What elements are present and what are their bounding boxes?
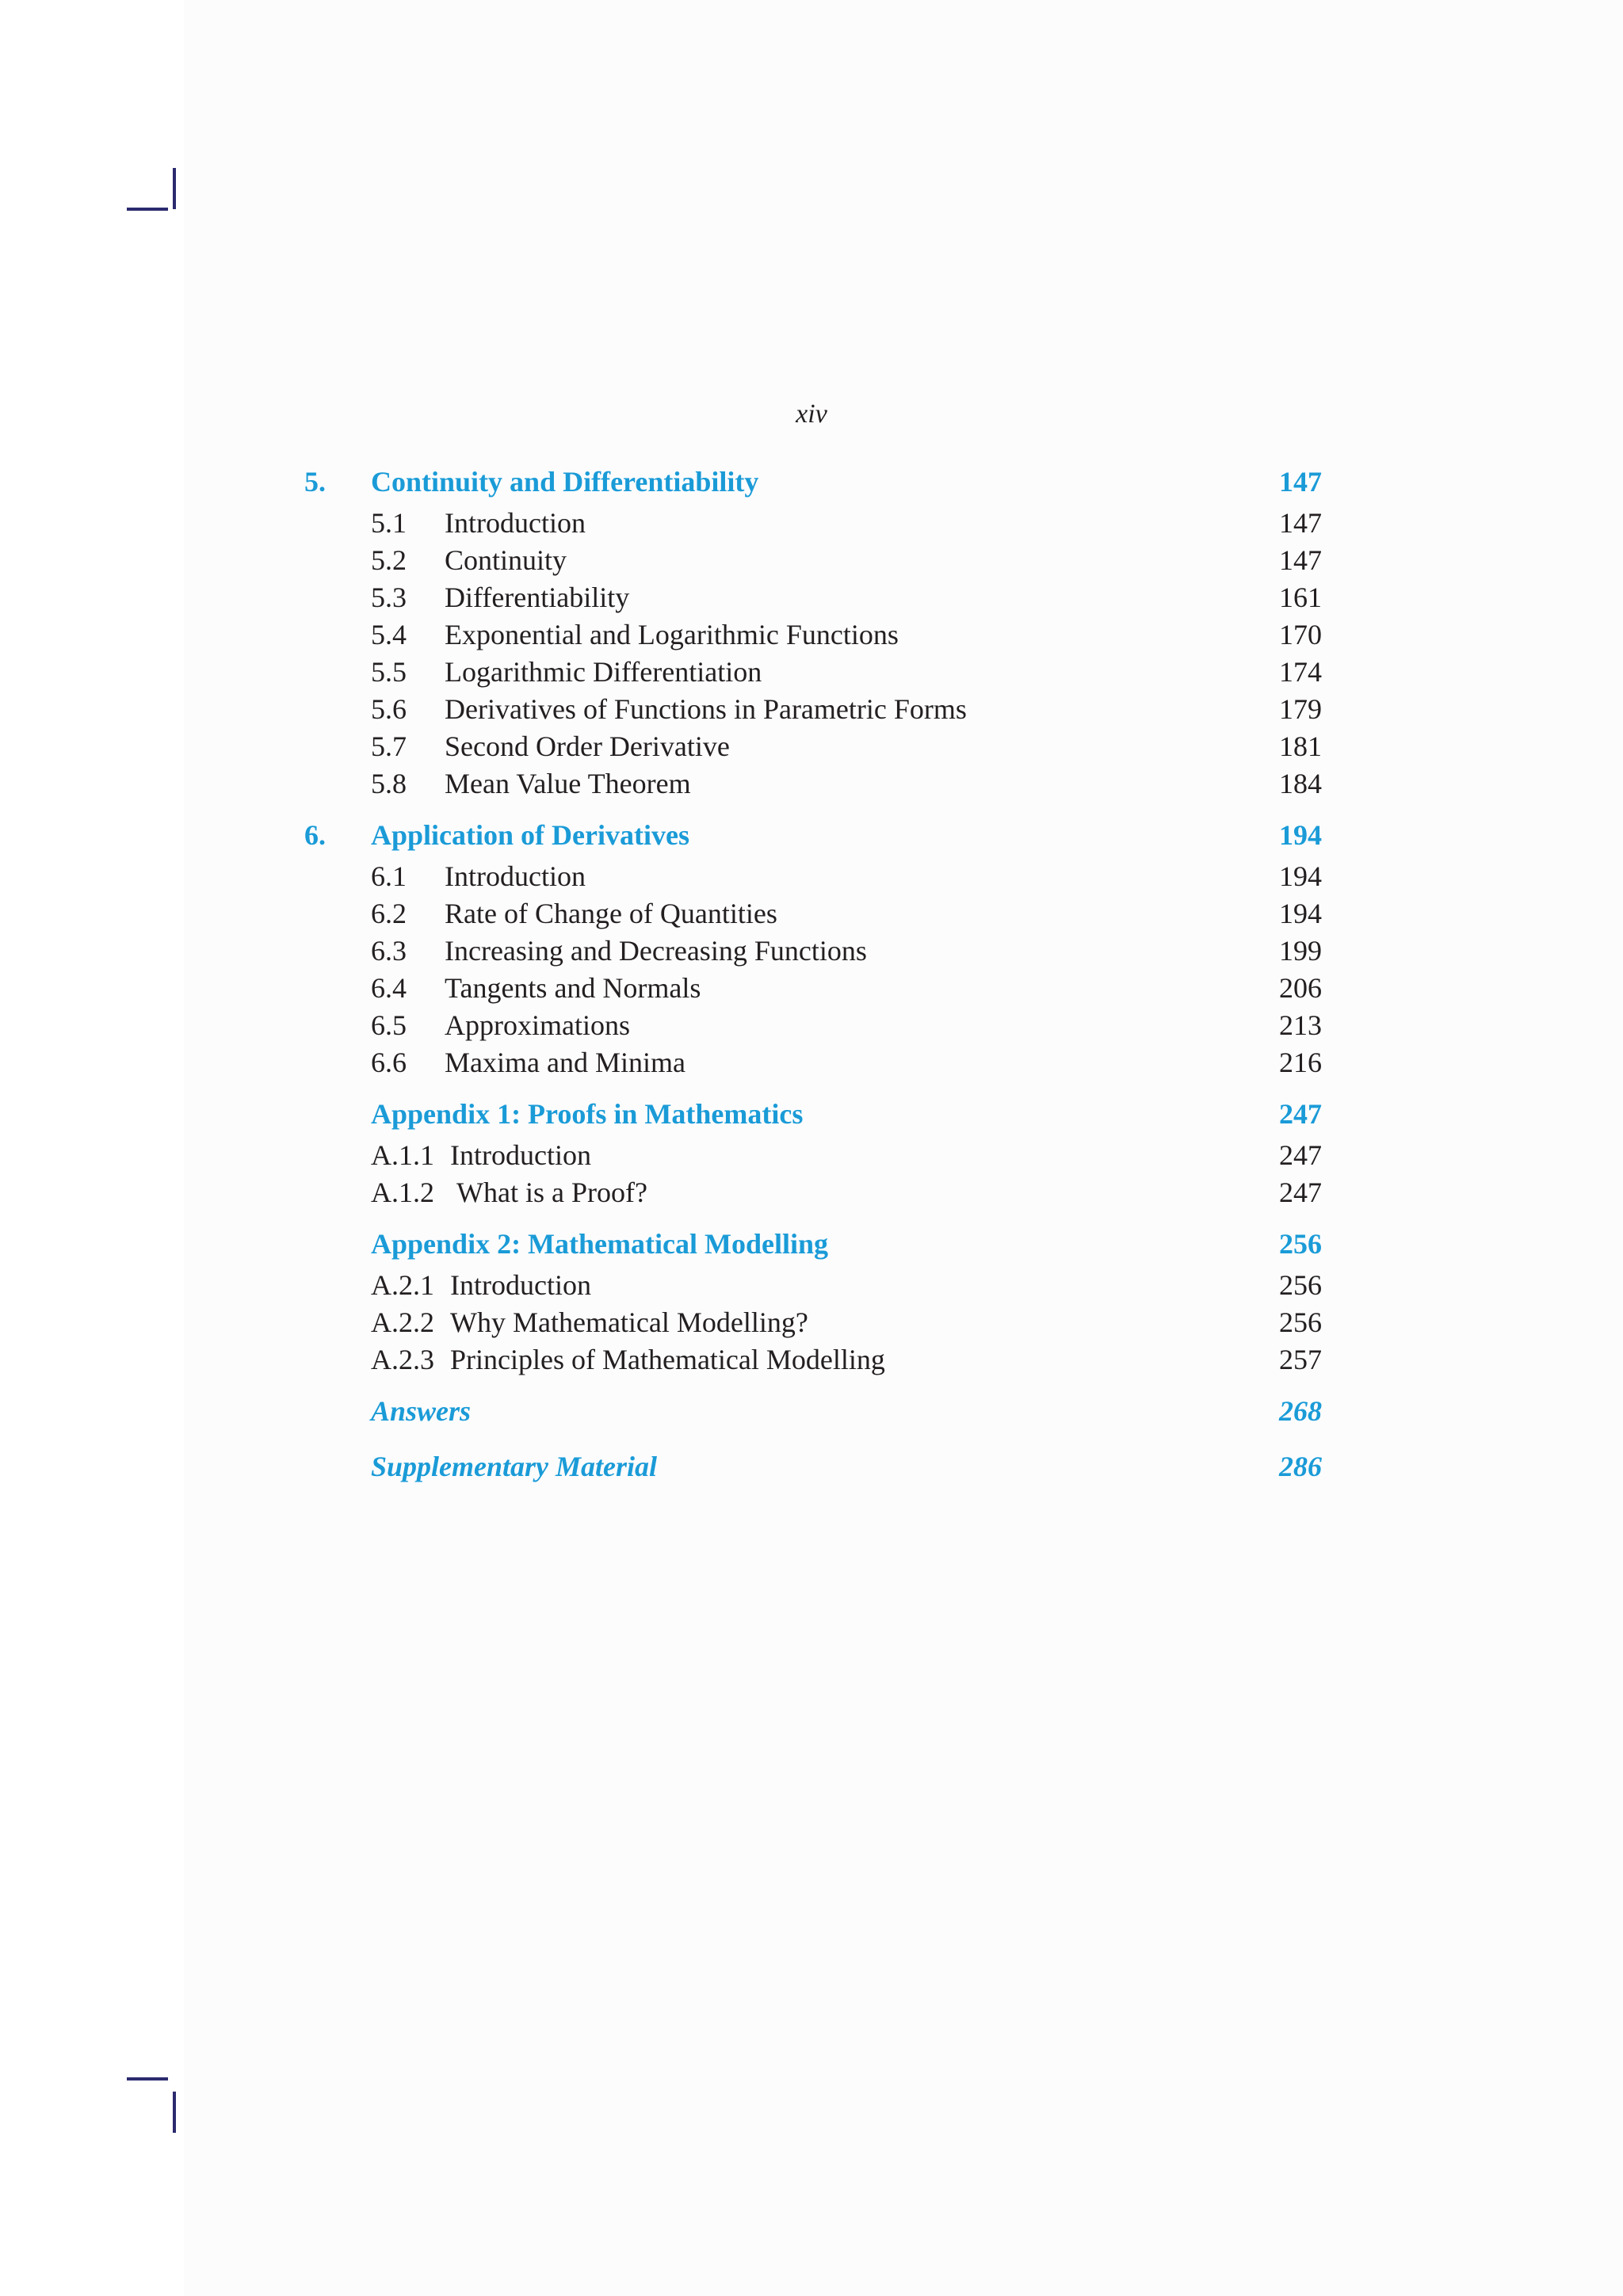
section-number: 5.6 bbox=[371, 693, 407, 725]
section-page: 257 bbox=[1279, 1344, 1322, 1375]
section-page: 161 bbox=[1279, 582, 1322, 613]
section-page: 247 bbox=[1279, 1139, 1322, 1171]
section-number: 6.5 bbox=[371, 1009, 407, 1041]
toc-section[interactable] bbox=[304, 1178, 1322, 1215]
toc-section[interactable] bbox=[304, 1011, 1322, 1048]
section-page: 181 bbox=[1279, 730, 1322, 762]
section-title: Introduction bbox=[445, 860, 586, 892]
back-matter-title: Answers bbox=[371, 1395, 472, 1427]
section-number: A.1.2 bbox=[371, 1177, 434, 1208]
section-number: 5.7 bbox=[371, 730, 407, 762]
toc-section[interactable] bbox=[304, 1308, 1322, 1345]
appendix-title: Appendix 2: Mathematical Modelling bbox=[371, 1228, 828, 1260]
toc-section[interactable] bbox=[304, 936, 1322, 974]
appendix-title: Appendix 1: Proofs in Mathematics bbox=[371, 1098, 804, 1130]
section-number: 6.4 bbox=[371, 972, 407, 1004]
section-number: 5.3 bbox=[371, 582, 407, 613]
toc-section[interactable] bbox=[304, 769, 1322, 807]
back-matter-title: Supplementary Material bbox=[371, 1451, 658, 1482]
section-number: 5.2 bbox=[371, 544, 407, 576]
toc-section[interactable] bbox=[304, 1048, 1322, 1085]
section-title: Mean Value Theorem bbox=[445, 768, 691, 799]
section-number: 5.4 bbox=[371, 619, 407, 650]
section-title: Why Mathematical Modelling? bbox=[450, 1306, 808, 1338]
section-title: Approximations bbox=[445, 1009, 630, 1041]
section-title: Introduction bbox=[445, 507, 586, 539]
crop-mark-top-left-vertical bbox=[173, 168, 176, 209]
section-title: Logarithmic Differentiation bbox=[445, 656, 762, 688]
section-number: A.2.3 bbox=[371, 1344, 434, 1375]
section-title: What is a Proof? bbox=[456, 1177, 647, 1208]
toc-chapter-6[interactable] bbox=[304, 821, 1322, 862]
toc-section[interactable] bbox=[304, 1271, 1322, 1308]
section-title: Derivatives of Functions in Parametric Forms bbox=[445, 693, 967, 725]
section-page: 174 bbox=[1279, 656, 1322, 688]
section-number: 5.5 bbox=[371, 656, 407, 688]
chapter-title: Application of Derivatives bbox=[371, 819, 689, 851]
toc-section[interactable] bbox=[304, 620, 1322, 658]
toc-section[interactable] bbox=[304, 658, 1322, 695]
section-number: 6.3 bbox=[371, 935, 407, 967]
section-page: 247 bbox=[1279, 1177, 1322, 1208]
toc-chapter-5[interactable] bbox=[304, 467, 1322, 509]
section-page: 179 bbox=[1279, 693, 1322, 725]
section-title: Tangents and Normals bbox=[445, 972, 701, 1004]
section-page: 256 bbox=[1279, 1306, 1322, 1338]
chapter-number: 5. bbox=[304, 466, 326, 498]
chapter-title: Continuity and Differentiability bbox=[371, 466, 759, 498]
toc-section[interactable] bbox=[304, 695, 1322, 732]
section-page: 194 bbox=[1279, 860, 1322, 892]
section-number: 5.8 bbox=[371, 768, 407, 799]
section-page: 147 bbox=[1279, 544, 1322, 576]
section-page: 170 bbox=[1279, 619, 1322, 650]
section-page: 199 bbox=[1279, 935, 1322, 967]
crop-mark-bottom-left-horizontal bbox=[127, 2077, 168, 2081]
toc-supplementary-material[interactable] bbox=[304, 1452, 1322, 1493]
section-title: Introduction bbox=[450, 1139, 591, 1171]
section-number: 6.6 bbox=[371, 1047, 407, 1078]
section-page: 256 bbox=[1279, 1269, 1322, 1301]
section-title: Principles of Mathematical Modelling bbox=[450, 1344, 885, 1375]
toc-section[interactable] bbox=[304, 1141, 1322, 1178]
appendix-page: 256 bbox=[1279, 1228, 1322, 1260]
table-of-contents bbox=[304, 467, 1322, 1493]
toc-section[interactable] bbox=[304, 974, 1322, 1011]
chapter-page: 147 bbox=[1279, 466, 1322, 498]
chapter-number: 6. bbox=[304, 819, 326, 851]
chapter-page: 194 bbox=[1279, 819, 1322, 851]
section-title: Maxima and Minima bbox=[445, 1047, 685, 1078]
back-matter-page: 286 bbox=[1279, 1451, 1322, 1482]
section-page: 213 bbox=[1279, 1009, 1322, 1041]
page-number: xiv bbox=[796, 399, 827, 429]
section-title: Second Order Derivative bbox=[445, 730, 730, 762]
section-title: Introduction bbox=[450, 1269, 591, 1301]
toc-section[interactable] bbox=[304, 899, 1322, 936]
section-page: 206 bbox=[1279, 972, 1322, 1004]
section-number: 5.1 bbox=[371, 507, 407, 539]
section-title: Differentiability bbox=[445, 582, 630, 613]
toc-section[interactable] bbox=[304, 862, 1322, 899]
appendix-page: 247 bbox=[1279, 1098, 1322, 1130]
section-number: A.2.2 bbox=[371, 1306, 434, 1338]
section-number: 6.1 bbox=[371, 860, 407, 892]
section-title: Continuity bbox=[445, 544, 567, 576]
section-title: Rate of Change of Quantities bbox=[445, 898, 777, 929]
toc-section[interactable] bbox=[304, 509, 1322, 546]
section-number: A.1.1 bbox=[371, 1139, 434, 1171]
toc-section[interactable] bbox=[304, 1345, 1322, 1383]
crop-mark-top-left-horizontal bbox=[127, 208, 168, 211]
toc-section[interactable] bbox=[304, 583, 1322, 620]
crop-mark-bottom-left-vertical bbox=[173, 2092, 176, 2133]
toc-section[interactable] bbox=[304, 732, 1322, 769]
section-title: Exponential and Logarithmic Functions bbox=[445, 619, 899, 650]
toc-section[interactable] bbox=[304, 546, 1322, 583]
section-page: 194 bbox=[1279, 898, 1322, 929]
section-page: 216 bbox=[1279, 1047, 1322, 1078]
toc-appendix-2[interactable] bbox=[304, 1230, 1322, 1271]
section-number: 6.2 bbox=[371, 898, 407, 929]
toc-answers[interactable] bbox=[304, 1397, 1322, 1438]
section-page: 184 bbox=[1279, 768, 1322, 799]
toc-appendix-1[interactable] bbox=[304, 1100, 1322, 1141]
section-title: Increasing and Decreasing Functions bbox=[445, 935, 867, 967]
section-number: A.2.1 bbox=[371, 1269, 434, 1301]
section-page: 147 bbox=[1279, 507, 1322, 539]
back-matter-page: 268 bbox=[1279, 1395, 1322, 1427]
